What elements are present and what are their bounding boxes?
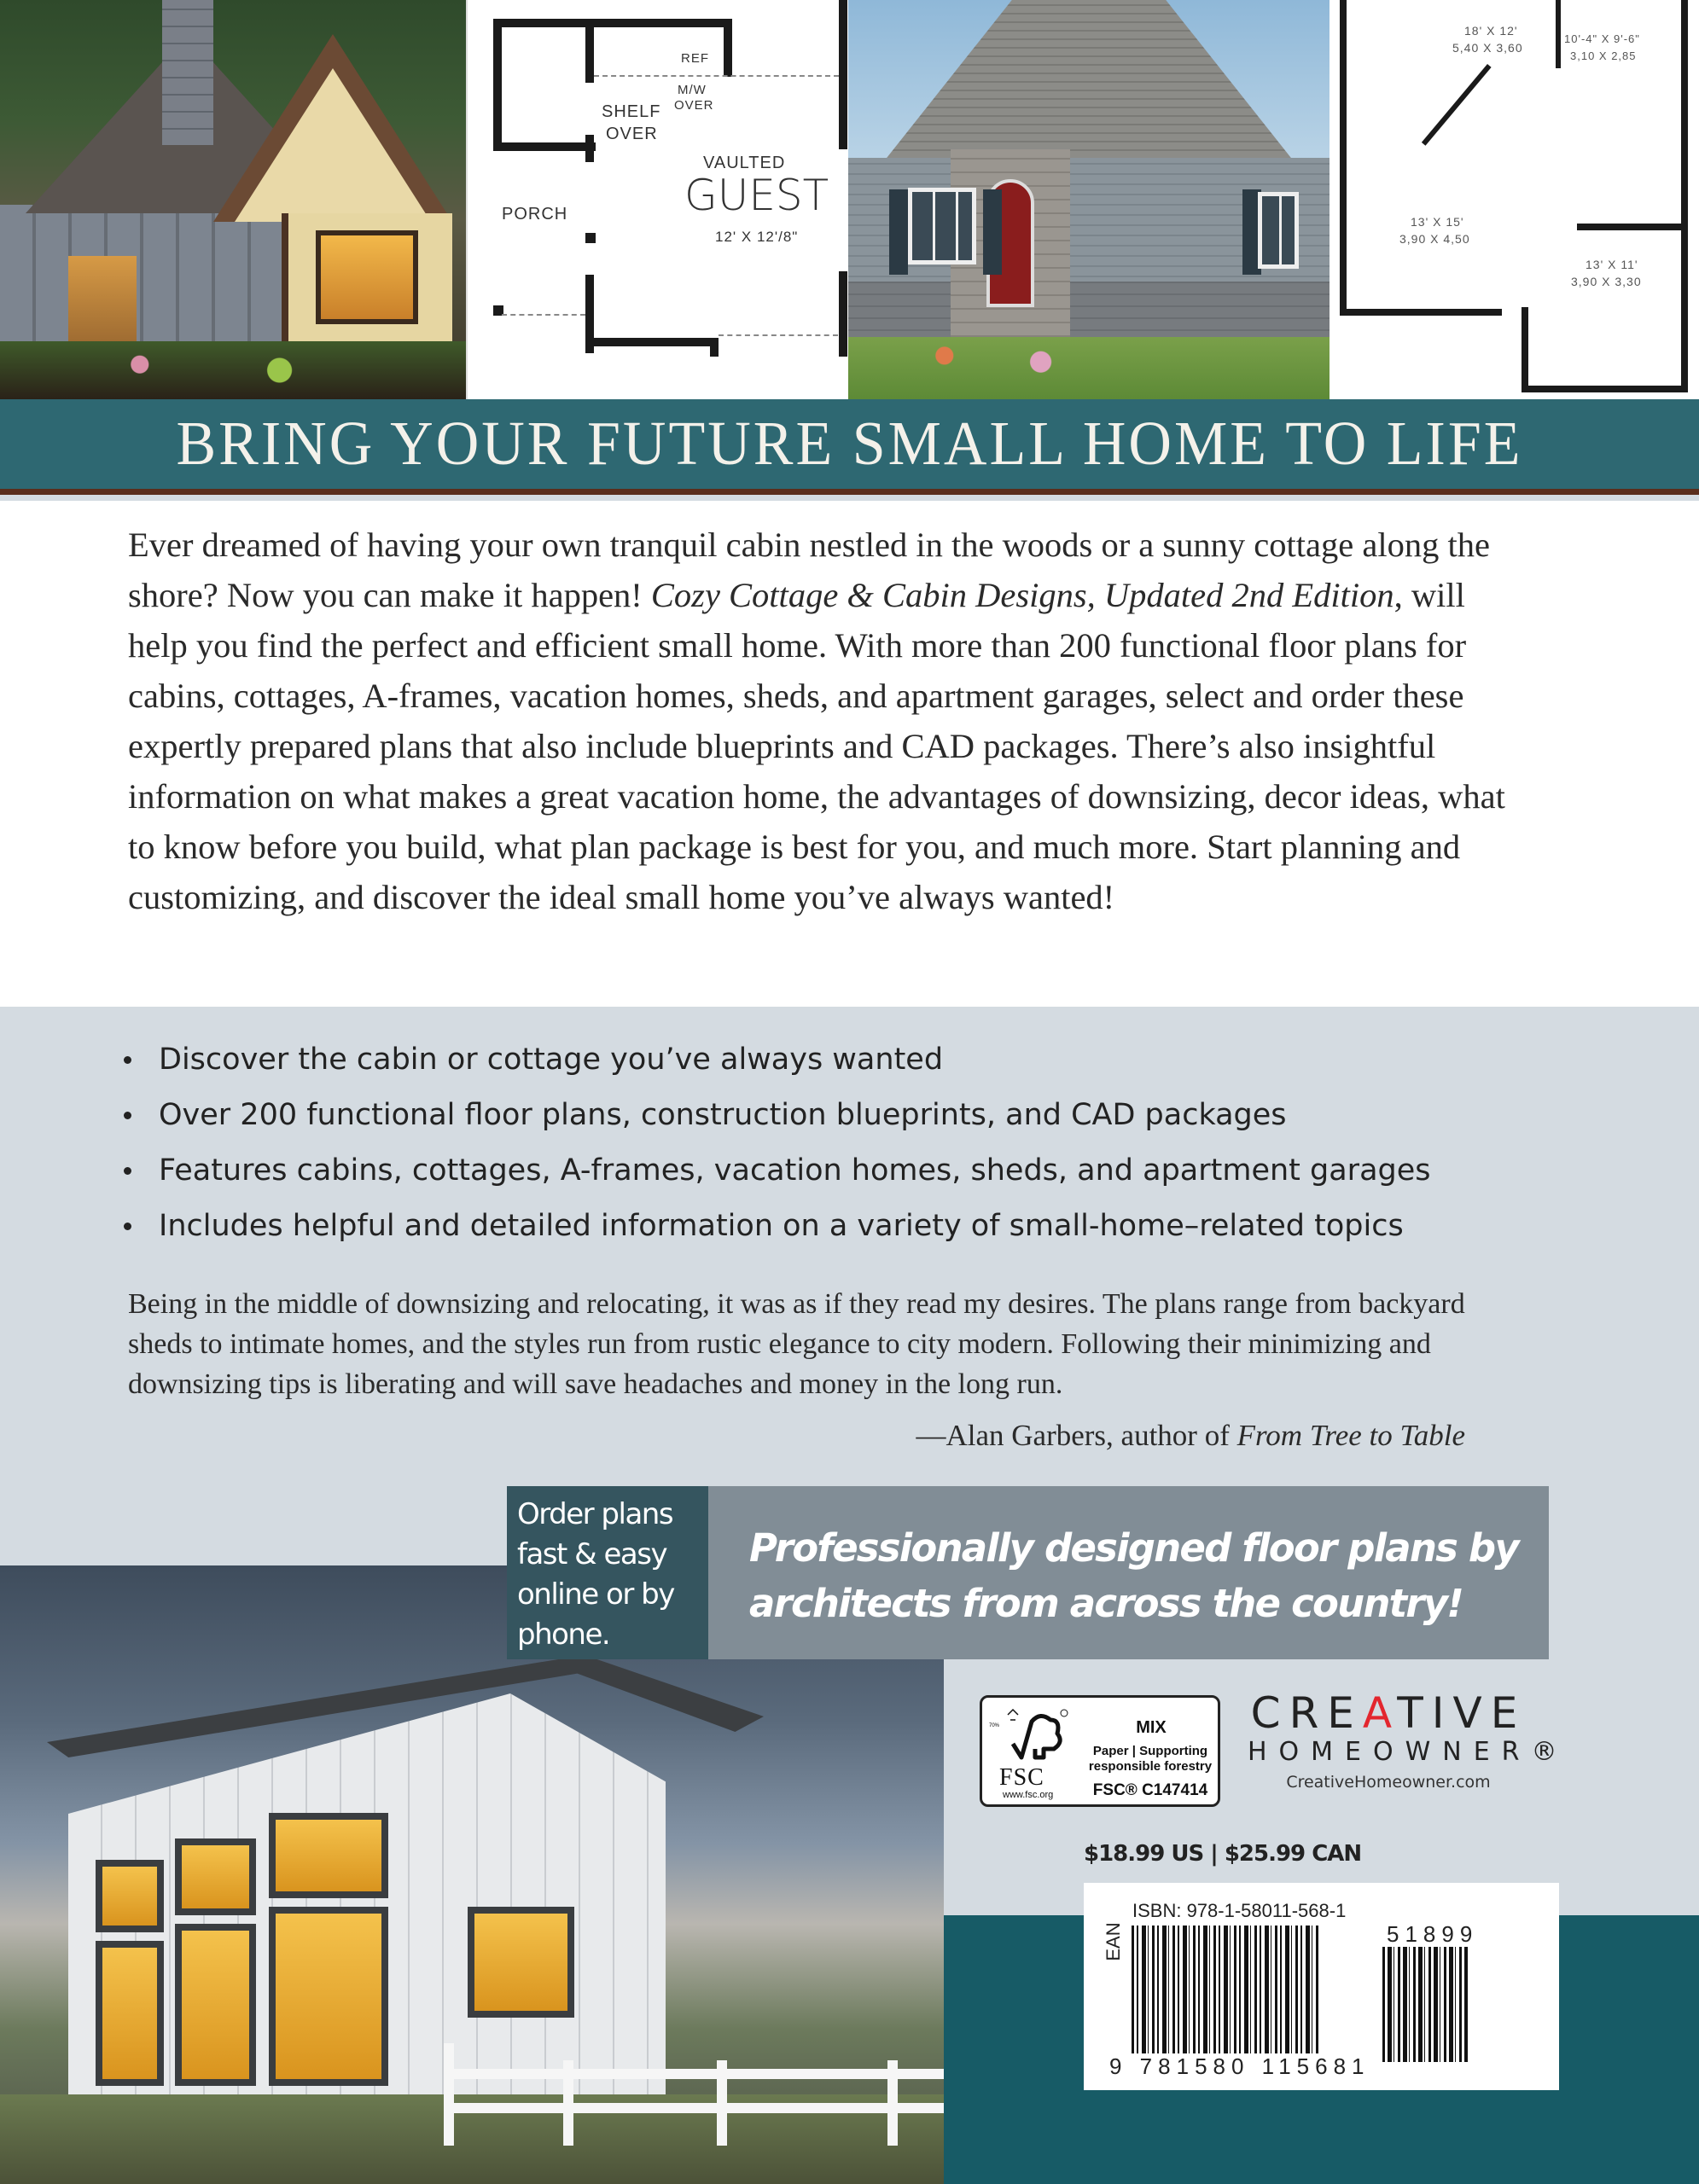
bullet-icon <box>124 1112 131 1119</box>
cottage-photo <box>0 0 466 399</box>
plan-label-shelf-over: OVER <box>606 125 658 143</box>
bullet-icon <box>124 1056 131 1064</box>
description-text <box>128 520 1510 922</box>
order-callout <box>507 1486 708 1659</box>
window <box>269 1907 388 2086</box>
plan-label-mw: M/W <box>678 83 707 97</box>
logo-tive: TIVE <box>1397 1688 1527 1738</box>
plan-label-vaulted: VAULTED <box>703 154 786 172</box>
description-section <box>0 501 1699 1007</box>
stone-base <box>848 282 1330 341</box>
recycle-percent: 70% <box>989 1723 1000 1728</box>
chimney <box>162 0 213 145</box>
plan-label-mw-over: OVER <box>674 98 714 113</box>
floor-plan-guest <box>466 0 848 399</box>
plan-bed2-metric: 3,10 X 2,85 <box>1570 49 1637 62</box>
tagline-callout <box>708 1486 1549 1659</box>
feature-text: Features cabins, cottages, A-frames, vacation homes, sheds, and apartment garages <box>159 1153 1431 1188</box>
front-lawn <box>848 337 1330 399</box>
price-addon-digits: 51899 <box>1387 1921 1479 1947</box>
publisher-name-line2: HOMEOWNER® <box>1248 1737 1569 1767</box>
shutter <box>983 189 1002 275</box>
fsc-mix: MIX <box>1136 1718 1167 1737</box>
stucco-gable <box>235 68 431 222</box>
attribution-author: —Alan Garbers, author of <box>916 1419 1237 1452</box>
testimonial-quote: Being in the middle of downsizing and relocating, it was as if they read my desires. The plans range from backyard sheds to intimate homes, and the styles run from rustic elegance to city modern. Following their minimizing and downsizing tips is liberating and will save headaches and money in the long run. <box>128 1288 1465 1400</box>
fsc-code: FSC® C147414 <box>1092 1781 1208 1799</box>
shutter <box>889 189 908 275</box>
window <box>269 1813 388 1898</box>
window <box>175 1924 256 2086</box>
publisher-name-line1 <box>1248 1689 1529 1737</box>
feature-item <box>124 1143 1431 1199</box>
isbn-text: ISBN: 978-1-58011-568-1 <box>1132 1900 1347 1921</box>
plan-label-shelf: SHELF <box>602 102 661 121</box>
garden-plants <box>0 341 466 399</box>
plan-bed2-dims: 10'-4" X 9'-6" <box>1564 32 1640 45</box>
publisher-website: CreativeHomeowner.com <box>1286 1773 1491 1792</box>
plan-label-porch: PORCH <box>502 205 568 224</box>
fsc-logo-text: FSC <box>999 1764 1044 1791</box>
floor-plan-house <box>1330 0 1699 399</box>
window <box>175 1838 256 1915</box>
ean-label: EAN <box>1103 1922 1124 1961</box>
fsc-tree-icon <box>1001 1708 1069 1768</box>
gray-house-photo <box>848 0 1330 399</box>
ean-digits: 9 781580 115681 <box>1109 2053 1370 2079</box>
feature-text: Over 200 functional floor plans, construction blueprints, and CAD packages <box>159 1098 1287 1132</box>
plan-dining-dims: 18' X 12' <box>1464 24 1518 38</box>
white-fence <box>427 2043 944 2146</box>
addon-barcode <box>1382 1947 1468 2062</box>
description-intro: Ever dreamed of having your own tranquil cabin nestled in the woods or a sunny cottage along the shore? Now you can make it happen! <box>128 526 1490 614</box>
fsc-paper-text <box>1079 1744 1221 1774</box>
logo-cre: CRE <box>1250 1688 1363 1738</box>
plan-label-room: GUEST <box>684 171 829 220</box>
price-label: $18.99 US | $25.99 CAN <box>1084 1841 1362 1867</box>
plan-dining-metric: 5,40 X 3,60 <box>1452 41 1523 55</box>
lit-window <box>316 230 418 324</box>
shingle-roof <box>848 0 1330 158</box>
barcode-box <box>1084 1883 1559 2090</box>
plan-label-ref: REF <box>681 51 709 66</box>
window-left <box>908 188 976 264</box>
bullet-icon <box>124 1223 131 1230</box>
plan-living-dims: 13' X 15' <box>1411 215 1464 229</box>
testimonial-attribution <box>916 1419 1465 1453</box>
plan-living-metric: 3,90 X 4,50 <box>1399 232 1470 246</box>
fsc-paper-line2: responsible forestry <box>1088 1759 1213 1774</box>
bullet-icon <box>124 1167 131 1175</box>
book-title: Cozy Cottage & Cabin Designs, Updated 2nd Edition <box>650 576 1394 614</box>
feature-list <box>124 1032 1431 1254</box>
window <box>96 1941 164 2086</box>
ean-barcode <box>1132 1926 1319 2053</box>
description-body: , will help you find the perfect and efficient small home. With more than 200 functional floor plans for cabins, cottages, A-frames, vacation homes, sheds, and apartment garages, select and order these expertly prepared plans that also include blueprints and CAD packages. There’s also insightful information on what makes a great vacation home, the advantages of downsizing, decor ideas, what to know before you build, what plan package is best for you, and much more. Start planning and customizing, and discover the ideal small home you’ve always wanted! <box>128 576 1505 916</box>
plan-bed1-metric: 3,90 X 3,30 <box>1571 275 1642 288</box>
house-a-icon: A <box>1362 1688 1398 1738</box>
feature-item <box>124 1088 1431 1143</box>
order-text: Order plans fast & easy online or by phone. <box>517 1497 674 1652</box>
attribution-book: From Tree to Table <box>1236 1419 1465 1452</box>
fsc-paper-line1: Paper | Supporting <box>1092 1744 1208 1758</box>
fsc-label <box>980 1695 1220 1807</box>
photo-strip <box>0 0 1699 399</box>
tagline-text: Professionally designed floor plans by architects from across the country! <box>749 1525 1518 1626</box>
banner-title: BRING YOUR FUTURE SMALL HOME TO LIFE <box>176 409 1523 479</box>
window-right <box>1258 192 1299 269</box>
fsc-url: www.fsc.org <box>1003 1790 1054 1800</box>
feature-text: Includes helpful and detailed information on a variety of small-home–related topics <box>159 1209 1404 1243</box>
plan-label-dims: 12' X 12'/8" <box>715 229 799 245</box>
window <box>468 1907 574 2018</box>
feature-item <box>124 1199 1431 1254</box>
feature-item <box>124 1032 1431 1088</box>
feature-text: Discover the cabin or cottage you’ve always wanted <box>159 1043 944 1077</box>
publisher-logo <box>1248 1688 1569 1792</box>
window <box>96 1860 164 1932</box>
title-banner <box>0 399 1699 495</box>
plan-bed1-dims: 13' X 11' <box>1586 258 1638 271</box>
